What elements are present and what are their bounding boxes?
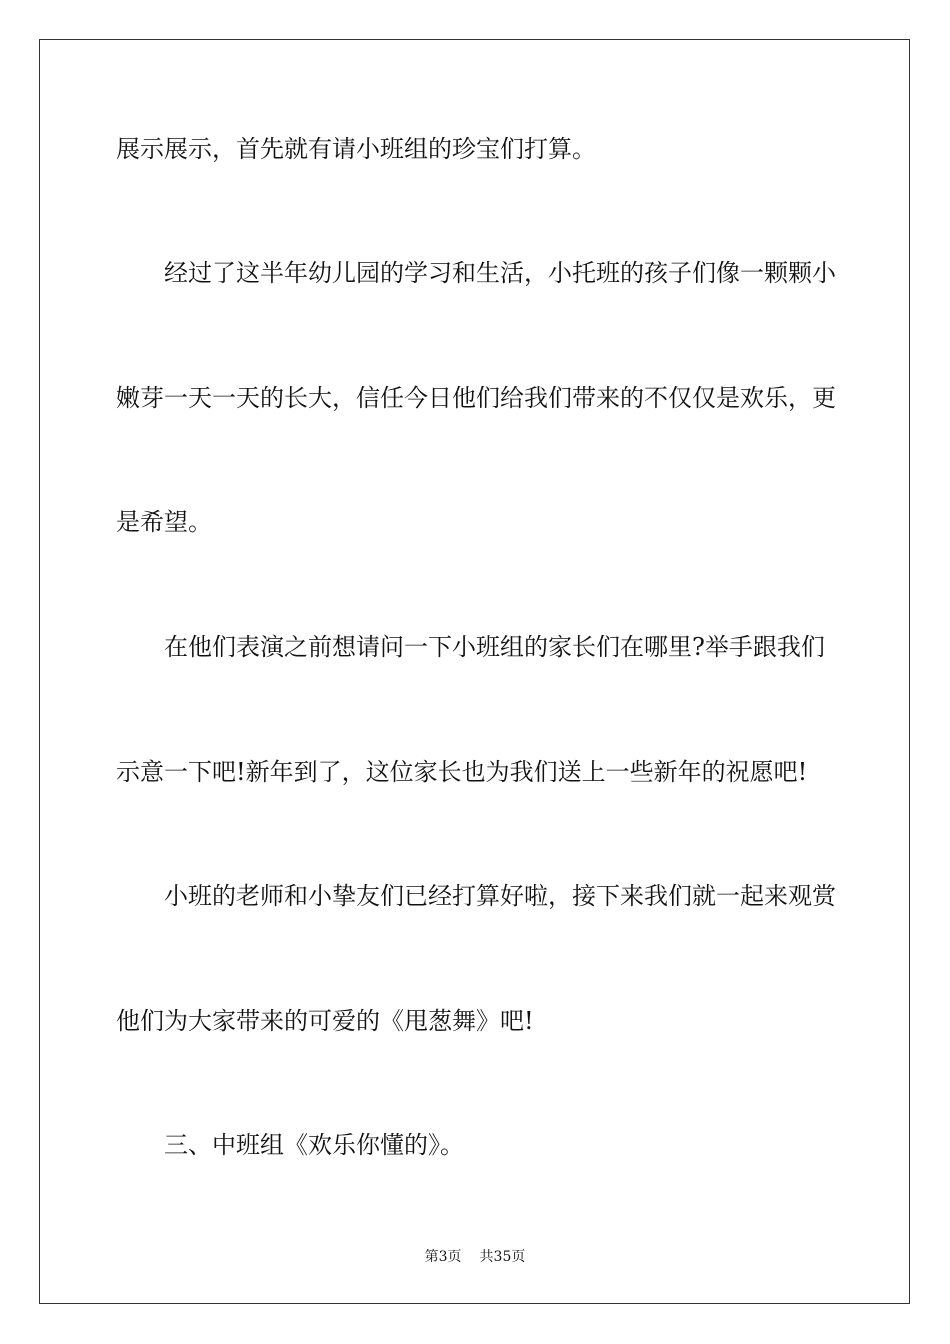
page-number: 第3页	[424, 1249, 462, 1265]
text-line-7: 小班的老师和小挚友们已经打算好啦，接下来我们就一起来观赏	[116, 882, 836, 910]
text-line-5: 在他们表演之前想请问一下小班组的家长们在哪里?举手跟我们	[116, 633, 825, 661]
text-line-9: 三、中班组《欢乐你懂的》。	[116, 1131, 464, 1159]
text-line-2: 经过了这半年幼儿园的学习和生活，小托班的孩子们像一颗颗小	[116, 259, 836, 287]
text-line-6: 示意一下吧!新年到了，这位家长也为我们送上一些新年的祝愿吧!	[116, 758, 808, 786]
text-line-3: 嫩芽一天一天的长大，信任今日他们给我们带来的不仅仅是欢乐，更	[116, 384, 836, 412]
page-footer	[0, 1246, 950, 1266]
page-border	[39, 39, 910, 1304]
text-line-4: 是希望。	[116, 508, 212, 536]
text-line-8: 他们为大家带来的可爱的《甩葱舞》吧!	[116, 1007, 534, 1035]
total-pages: 共35页	[479, 1249, 526, 1265]
text-line-1: 展示展示，首先就有请小班组的珍宝们打算。	[116, 135, 596, 163]
